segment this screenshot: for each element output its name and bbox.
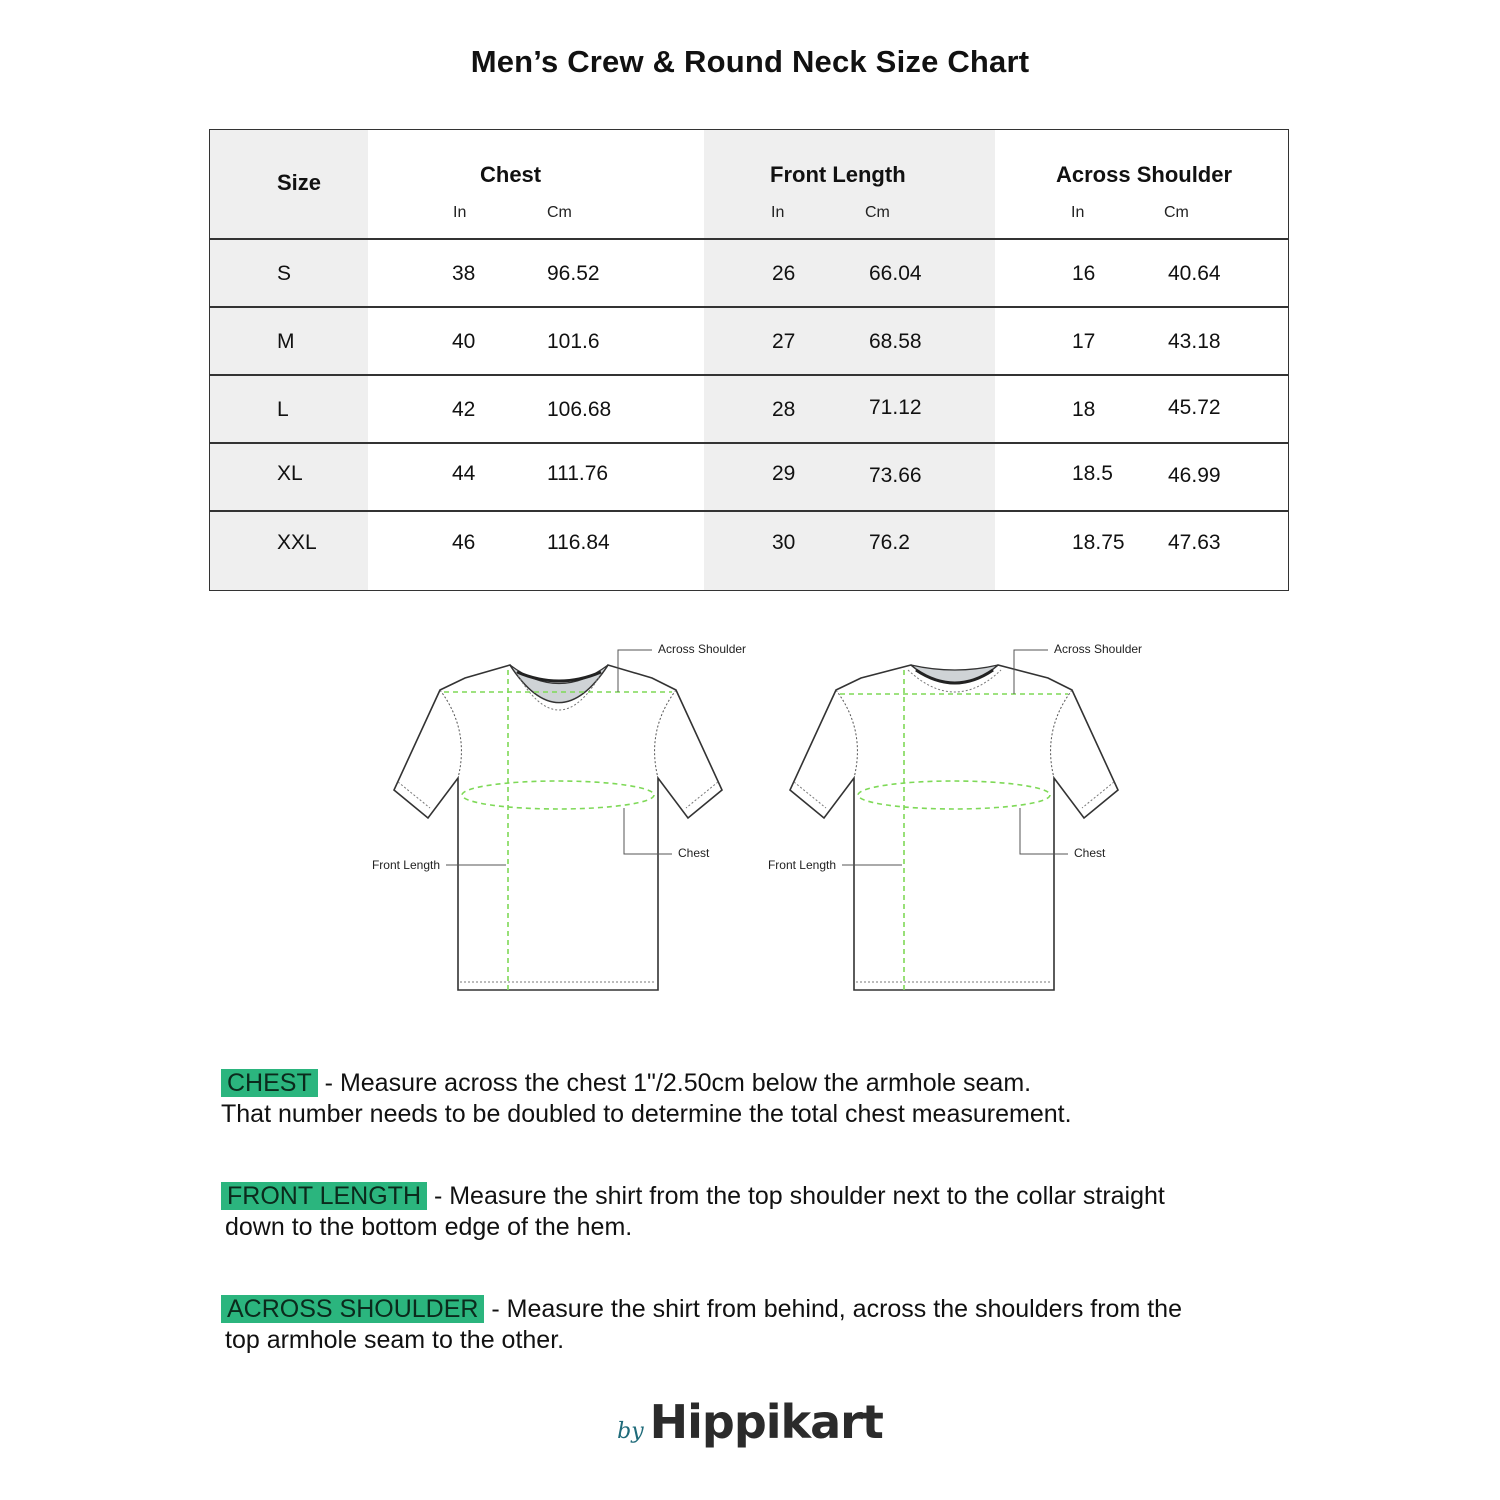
front-length-tag: FRONT LENGTH — [221, 1182, 427, 1210]
chest-in-cell: 44 — [452, 462, 476, 485]
crew-chest-label: Chest — [1074, 846, 1106, 860]
length-cm-cell: 76.2 — [869, 531, 910, 554]
crew-neck-tshirt-diagram — [756, 630, 1156, 1010]
length-in-cell: 29 — [772, 462, 796, 485]
instruction-text: - Measure the shirt from the top shoulder next to the collar straight — [427, 1182, 1165, 1210]
chest-cm-cell: 96.52 — [547, 262, 600, 285]
chest-tag: CHEST — [221, 1069, 318, 1097]
shoulder-in-cell: 18.75 — [1072, 531, 1125, 554]
brand-name: Hippikart — [649, 1395, 883, 1449]
size-cell: XL — [277, 462, 303, 485]
row-divider — [210, 510, 1288, 512]
length-cm-cell: 66.04 — [869, 262, 922, 285]
length-cm-cell: 68.58 — [869, 330, 922, 353]
vneck-chest-label: Chest — [678, 846, 710, 860]
shoulder-cm-cell: 45.72 — [1168, 396, 1221, 419]
size-table — [209, 129, 1289, 591]
length-in-cell: 27 — [772, 330, 796, 353]
instruction-text: down to the bottom edge of the hem. — [225, 1213, 633, 1241]
chest-in-cell: 38 — [452, 262, 476, 285]
chest-cm-label: Cm — [547, 204, 572, 221]
shoulder-in-cell: 18 — [1072, 398, 1096, 421]
across-shoulder-cm-label: Cm — [1164, 204, 1189, 221]
across-shoulder-header: Across Shoulder — [1056, 162, 1233, 187]
chest-cm-cell: 111.76 — [547, 462, 609, 485]
shirt-outline — [394, 665, 722, 990]
vneck-across-shoulder-label: Across Shoulder — [658, 642, 747, 656]
instruction-text: - Measure the shirt from behind, across the shoulders from the — [484, 1295, 1182, 1323]
length-in-cell: 30 — [772, 531, 796, 554]
size-header: Size — [277, 170, 322, 195]
instruction-text: That number needs to be doubled to determine the total chest measurement. — [221, 1100, 1072, 1128]
chest-in-label: In — [453, 204, 467, 221]
chest-cm-cell: 116.84 — [547, 531, 610, 554]
instruction-text: - Measure across the chest 1"/2.50cm below the armhole seam. — [317, 1069, 1032, 1097]
across-shoulder-in-label: In — [1071, 204, 1085, 221]
shoulder-cm-cell: 43.18 — [1168, 330, 1221, 353]
size-cell: M — [277, 330, 295, 353]
chest-header: Chest — [480, 162, 542, 187]
chest-instruction — [221, 1068, 1301, 1130]
vneck-front-length-label: Front Length — [371, 858, 440, 872]
shoulder-in-cell: 18.5 — [1072, 462, 1113, 485]
front-length-column-band — [704, 130, 995, 590]
brand-by: by — [617, 1419, 644, 1444]
front-length-instruction — [221, 1181, 1301, 1243]
shoulder-in-cell: 17 — [1072, 330, 1096, 353]
chest-cm-cell: 106.68 — [547, 398, 612, 421]
instruction-text: top armhole seam to the other. — [225, 1326, 565, 1354]
vneck-tshirt-diagram — [360, 630, 760, 1010]
size-cell: S — [277, 262, 292, 285]
row-divider — [210, 374, 1288, 376]
shoulder-cm-cell: 46.99 — [1168, 464, 1221, 487]
shoulder-cm-cell: 40.64 — [1168, 262, 1221, 285]
page-title: Men’s Crew & Round Neck Size Chart — [470, 44, 1030, 79]
crew-across-shoulder-label: Across Shoulder — [1054, 642, 1143, 656]
length-in-cell: 26 — [772, 262, 796, 285]
chest-in-cell: 46 — [452, 531, 476, 554]
size-column-band — [210, 130, 368, 590]
length-cm-cell: 73.66 — [869, 464, 922, 487]
size-cell: L — [277, 398, 289, 421]
brand-logo — [0, 1395, 1500, 1449]
shirt-outline — [790, 665, 1118, 990]
across-shoulder-tag: ACROSS SHOULDER — [221, 1295, 484, 1323]
crew-front-length-label: Front Length — [767, 858, 836, 872]
shoulder-cm-cell: 47.63 — [1168, 531, 1221, 554]
size-cell: XXL — [277, 531, 317, 554]
across-shoulder-instruction — [221, 1294, 1301, 1356]
row-divider — [210, 306, 1288, 308]
row-divider — [210, 442, 1288, 444]
shoulder-in-cell: 16 — [1072, 262, 1096, 285]
length-in-cell: 28 — [772, 398, 796, 421]
front-length-header: Front Length — [770, 162, 906, 187]
front-length-cm-label: Cm — [865, 204, 890, 221]
length-cm-cell: 71.12 — [869, 396, 922, 419]
chest-cm-cell: 101.6 — [547, 330, 600, 353]
front-length-in-label: In — [771, 204, 785, 221]
row-divider — [210, 238, 1288, 240]
chest-in-cell: 40 — [452, 330, 476, 353]
chest-in-cell: 42 — [452, 398, 476, 421]
